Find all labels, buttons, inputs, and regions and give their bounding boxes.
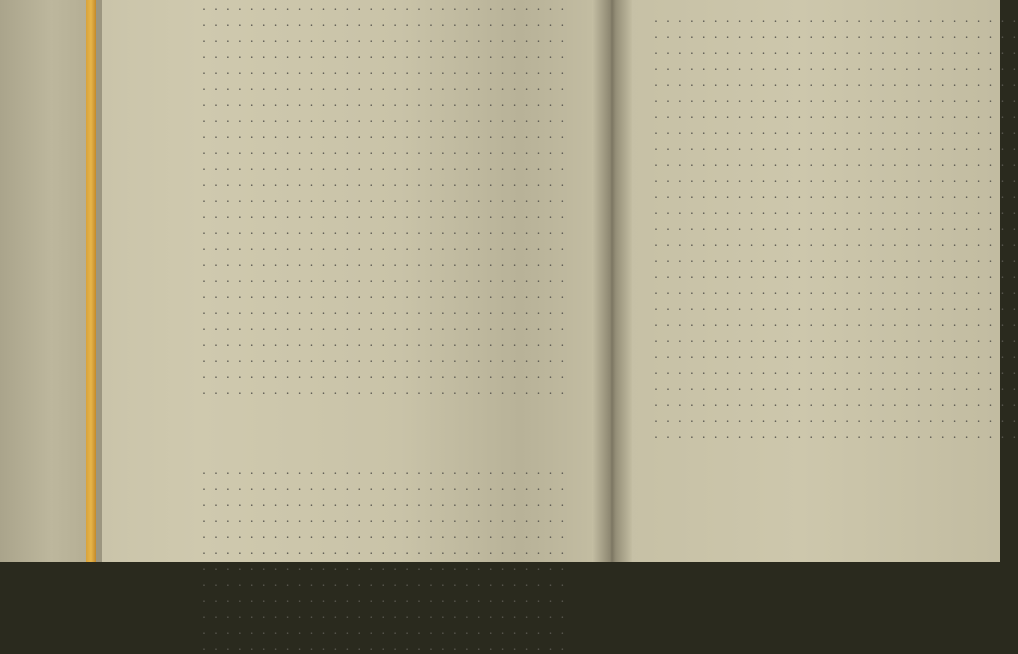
dot-leader: . . . . . . . . . . . . . . . . . . . . . . . . . . . . . . . <box>202 638 567 653</box>
toc-entry <box>652 266 1018 282</box>
dot-leader: . . . . . . . . . . . . . . . . . . . . . . . . . . . . . . . <box>654 58 1018 73</box>
toc-entry <box>652 106 1018 122</box>
toc-entry <box>652 394 1018 410</box>
toc-entry <box>200 366 567 382</box>
toc-list-right <box>652 10 1018 442</box>
toc-entry <box>200 222 567 238</box>
toc-entry <box>652 26 1018 42</box>
dot-leader: . . . . . . . . . . . . . . . . . . . . . . . . . . . . . . . <box>202 334 567 349</box>
dot-leader: . . . . . . . . . . . . . . . . . . . . . . . . . . . . . . . <box>202 494 567 509</box>
toc-entry <box>200 78 567 94</box>
dot-leader: . . . . . . . . . . . . . . . . . . . . . . . . . . . . . . . <box>202 478 567 493</box>
toc-entry <box>652 10 1018 26</box>
toc-entry <box>200 14 567 30</box>
toc-entry <box>652 410 1018 426</box>
toc-entry <box>200 558 567 574</box>
toc-entry <box>200 142 567 158</box>
left-page <box>200 0 567 653</box>
toc-entry <box>200 62 567 78</box>
toc-entry <box>652 74 1018 90</box>
dot-leader: . . . . . . . . . . . . . . . . . . . . . . . . . . . . . . . <box>202 270 567 285</box>
toc-entry <box>652 234 1018 250</box>
toc-entry <box>652 58 1018 74</box>
toc-entry <box>200 318 567 334</box>
toc-entry <box>200 334 567 350</box>
dot-leader: . . . . . . . . . . . . . . . . . . . . . . . . . . . . . . . <box>202 462 567 477</box>
toc-entry <box>200 526 567 542</box>
dot-leader: . . . . . . . . . . . . . . . . . . . . . . . . . . . . . . . <box>202 574 567 589</box>
toc-entry <box>200 494 567 510</box>
toc-entry <box>200 542 567 558</box>
toc-entry <box>652 170 1018 186</box>
dot-leader: . . . . . . . . . . . . . . . . . . . . . . . . . . . . . . . <box>654 298 1018 313</box>
dot-leader: . . . . . . . . . . . . . . . . . . . . . . . . . . . . . . . <box>654 186 1018 201</box>
dot-leader: . . . . . . . . . . . . . . . . . . . . . . . . . . . . . . . <box>202 302 567 317</box>
dot-leader: . . . . . . . . . . . . . . . . . . . . . . . . . . . . . . . <box>202 542 567 557</box>
toc-entry <box>200 190 567 206</box>
dot-leader: . . . . . . . . . . . . . . . . . . . . . . . . . . . . . . . <box>654 234 1018 249</box>
book-gutter <box>592 0 632 562</box>
dot-leader: . . . . . . . . . . . . . . . . . . . . . . . . . . . . . . . <box>654 26 1018 41</box>
toc-entry <box>200 478 567 494</box>
dot-leader: . . . . . . . . . . . . . . . . . . . . . . . . . . . . . . . <box>654 250 1018 265</box>
dot-leader: . . . . . . . . . . . . . . . . . . . . . . . . . . . . . . . <box>202 206 567 221</box>
toc-list-left-bottom <box>200 462 567 654</box>
dot-leader: . . . . . . . . . . . . . . . . . . . . . . . . . . . . . . . <box>202 62 567 77</box>
dot-leader: . . . . . . . . . . . . . . . . . . . . . . . . . . . . . . . <box>202 78 567 93</box>
toc-entry <box>200 270 567 286</box>
dot-leader: . . . . . . . . . . . . . . . . . . . . . . . . . . . . . . . <box>654 202 1018 217</box>
dot-leader: . . . . . . . . . . . . . . . . . . . . . . . . . . . . . . . <box>654 154 1018 169</box>
section-subtitle <box>200 434 500 452</box>
toc-entry <box>200 158 567 174</box>
dot-leader: . . . . . . . . . . . . . . . . . . . . . . . . . . . . . . . <box>202 366 567 381</box>
dot-leader: . . . . . . . . . . . . . . . . . . . . . . . . . . . . . . . <box>654 122 1018 137</box>
toc-entry <box>200 94 567 110</box>
toc-entry <box>652 250 1018 266</box>
dot-leader: . . . . . . . . . . . . . . . . . . . . . . . . . . . . . . . <box>654 10 1018 25</box>
dot-leader: . . . . . . . . . . . . . . . . . . . . . . . . . . . . . . . <box>202 30 567 45</box>
dot-leader: . . . . . . . . . . . . . . . . . . . . . . . . . . . . . . . <box>202 142 567 157</box>
dot-leader: . . . . . . . . . . . . . . . . . . . . . . . . . . . . . . . <box>654 138 1018 153</box>
toc-entry <box>652 122 1018 138</box>
dot-leader: . . . . . . . . . . . . . . . . . . . . . . . . . . . . . . . <box>202 222 567 237</box>
dot-leader: . . . . . . . . . . . . . . . . . . . . . . . . . . . . . . . <box>202 14 567 29</box>
dot-leader: . . . . . . . . . . . . . . . . . . . . . . . . . . . . . . . <box>202 94 567 109</box>
dot-leader: . . . . . . . . . . . . . . . . . . . . . . . . . . . . . . . <box>654 426 1018 441</box>
toc-entry <box>652 330 1018 346</box>
dot-leader: . . . . . . . . . . . . . . . . . . . . . . . . . . . . . . . <box>654 42 1018 57</box>
toc-entry <box>200 622 567 638</box>
toc-entry <box>652 42 1018 58</box>
dot-leader: . . . . . . . . . . . . . . . . . . . . . . . . . . . . . . . <box>202 350 567 365</box>
toc-entry <box>652 346 1018 362</box>
toc-entry <box>200 206 567 222</box>
toc-entry <box>200 606 567 622</box>
dot-leader: . . . . . . . . . . . . . . . . . . . . . . . . . . . . . . . <box>654 410 1018 425</box>
dot-leader: . . . . . . . . . . . . . . . . . . . . . . . . . . . . . . . <box>202 558 567 573</box>
toc-entry <box>652 138 1018 154</box>
toc-entry <box>200 30 567 46</box>
dot-leader: . . . . . . . . . . . . . . . . . . . . . . . . . . . . . . . <box>202 526 567 541</box>
toc-entry <box>200 382 567 398</box>
toc-entry <box>200 590 567 606</box>
toc-entry <box>200 350 567 366</box>
dot-leader: . . . . . . . . . . . . . . . . . . . . . . . . . . . . . . . <box>202 238 567 253</box>
dot-leader: . . . . . . . . . . . . . . . . . . . . . . . . . . . . . . . <box>202 158 567 173</box>
dot-leader: . . . . . . . . . . . . . . . . . . . . . . . . . . . . . . . <box>202 286 567 301</box>
dot-leader: . . . . . . . . . . . . . . . . . . . . . . . . . . . . . . . <box>654 330 1018 345</box>
dot-leader: . . . . . . . . . . . . . . . . . . . . . . . . . . . . . . . <box>654 378 1018 393</box>
section-heading <box>200 408 500 426</box>
dot-leader: . . . . . . . . . . . . . . . . . . . . . . . . . . . . . . . <box>654 74 1018 89</box>
toc-entry <box>200 238 567 254</box>
dot-leader: . . . . . . . . . . . . . . . . . . . . . . . . . . . . . . . <box>202 590 567 605</box>
toc-entry <box>200 46 567 62</box>
toc-entry <box>652 282 1018 298</box>
toc-entry <box>652 426 1018 442</box>
toc-entry <box>200 254 567 270</box>
toc-entry <box>652 186 1018 202</box>
toc-entry <box>200 638 567 654</box>
dot-leader: . . . . . . . . . . . . . . . . . . . . . . . . . . . . . . . <box>654 282 1018 297</box>
dot-leader: . . . . . . . . . . . . . . . . . . . . . . . . . . . . . . . <box>202 254 567 269</box>
dot-leader: . . . . . . . . . . . . . . . . . . . . . . . . . . . . . . . <box>654 218 1018 233</box>
toc-entry <box>200 126 567 142</box>
dot-leader: . . . . . . . . . . . . . . . . . . . . . . . . . . . . . . . <box>202 622 567 637</box>
toc-entry <box>200 462 567 478</box>
dot-leader: . . . . . . . . . . . . . . . . . . . . . . . . . . . . . . . <box>654 170 1018 185</box>
right-page <box>652 0 1018 562</box>
toc-entry <box>200 110 567 126</box>
dot-leader: . . . . . . . . . . . . . . . . . . . . . . . . . . . . . . . <box>202 0 567 13</box>
toc-list-left-top <box>200 0 567 398</box>
dot-leader: . . . . . . . . . . . . . . . . . . . . . . . . . . . . . . . <box>654 362 1018 377</box>
toc-entry <box>652 362 1018 378</box>
toc-entry <box>652 218 1018 234</box>
dot-leader: . . . . . . . . . . . . . . . . . . . . . . . . . . . . . . . <box>654 90 1018 105</box>
dot-leader: . . . . . . . . . . . . . . . . . . . . . . . . . . . . . . . <box>654 346 1018 361</box>
toc-entry <box>652 202 1018 218</box>
toc-entry <box>652 90 1018 106</box>
toc-entry <box>652 298 1018 314</box>
toc-entry <box>200 0 567 14</box>
page-edge <box>0 0 86 562</box>
cover-edge <box>86 0 96 562</box>
dot-leader: . . . . . . . . . . . . . . . . . . . . . . . . . . . . . . . <box>654 314 1018 329</box>
toc-entry <box>200 286 567 302</box>
dot-leader: . . . . . . . . . . . . . . . . . . . . . . . . . . . . . . . <box>654 106 1018 121</box>
dot-leader: . . . . . . . . . . . . . . . . . . . . . . . . . . . . . . . <box>202 190 567 205</box>
dot-leader: . . . . . . . . . . . . . . . . . . . . . . . . . . . . . . . <box>654 394 1018 409</box>
toc-entry <box>200 510 567 526</box>
dot-leader: . . . . . . . . . . . . . . . . . . . . . . . . . . . . . . . <box>202 318 567 333</box>
dot-leader: . . . . . . . . . . . . . . . . . . . . . . . . . . . . . . . <box>202 606 567 621</box>
dot-leader: . . . . . . . . . . . . . . . . . . . . . . . . . . . . . . . <box>202 382 567 397</box>
dot-leader: . . . . . . . . . . . . . . . . . . . . . . . . . . . . . . . <box>202 174 567 189</box>
dot-leader: . . . . . . . . . . . . . . . . . . . . . . . . . . . . . . . <box>202 110 567 125</box>
dot-leader: . . . . . . . . . . . . . . . . . . . . . . . . . . . . . . . <box>654 266 1018 281</box>
toc-entry <box>652 154 1018 170</box>
toc-entry <box>200 302 567 318</box>
toc-entry <box>200 574 567 590</box>
dot-leader: . . . . . . . . . . . . . . . . . . . . . . . . . . . . . . . <box>202 126 567 141</box>
dot-leader: . . . . . . . . . . . . . . . . . . . . . . . . . . . . . . . <box>202 46 567 61</box>
page-shadow <box>96 0 102 562</box>
dot-leader: . . . . . . . . . . . . . . . . . . . . . . . . . . . . . . . <box>202 510 567 525</box>
toc-entry <box>200 174 567 190</box>
toc-entry <box>652 378 1018 394</box>
toc-entry <box>652 314 1018 330</box>
